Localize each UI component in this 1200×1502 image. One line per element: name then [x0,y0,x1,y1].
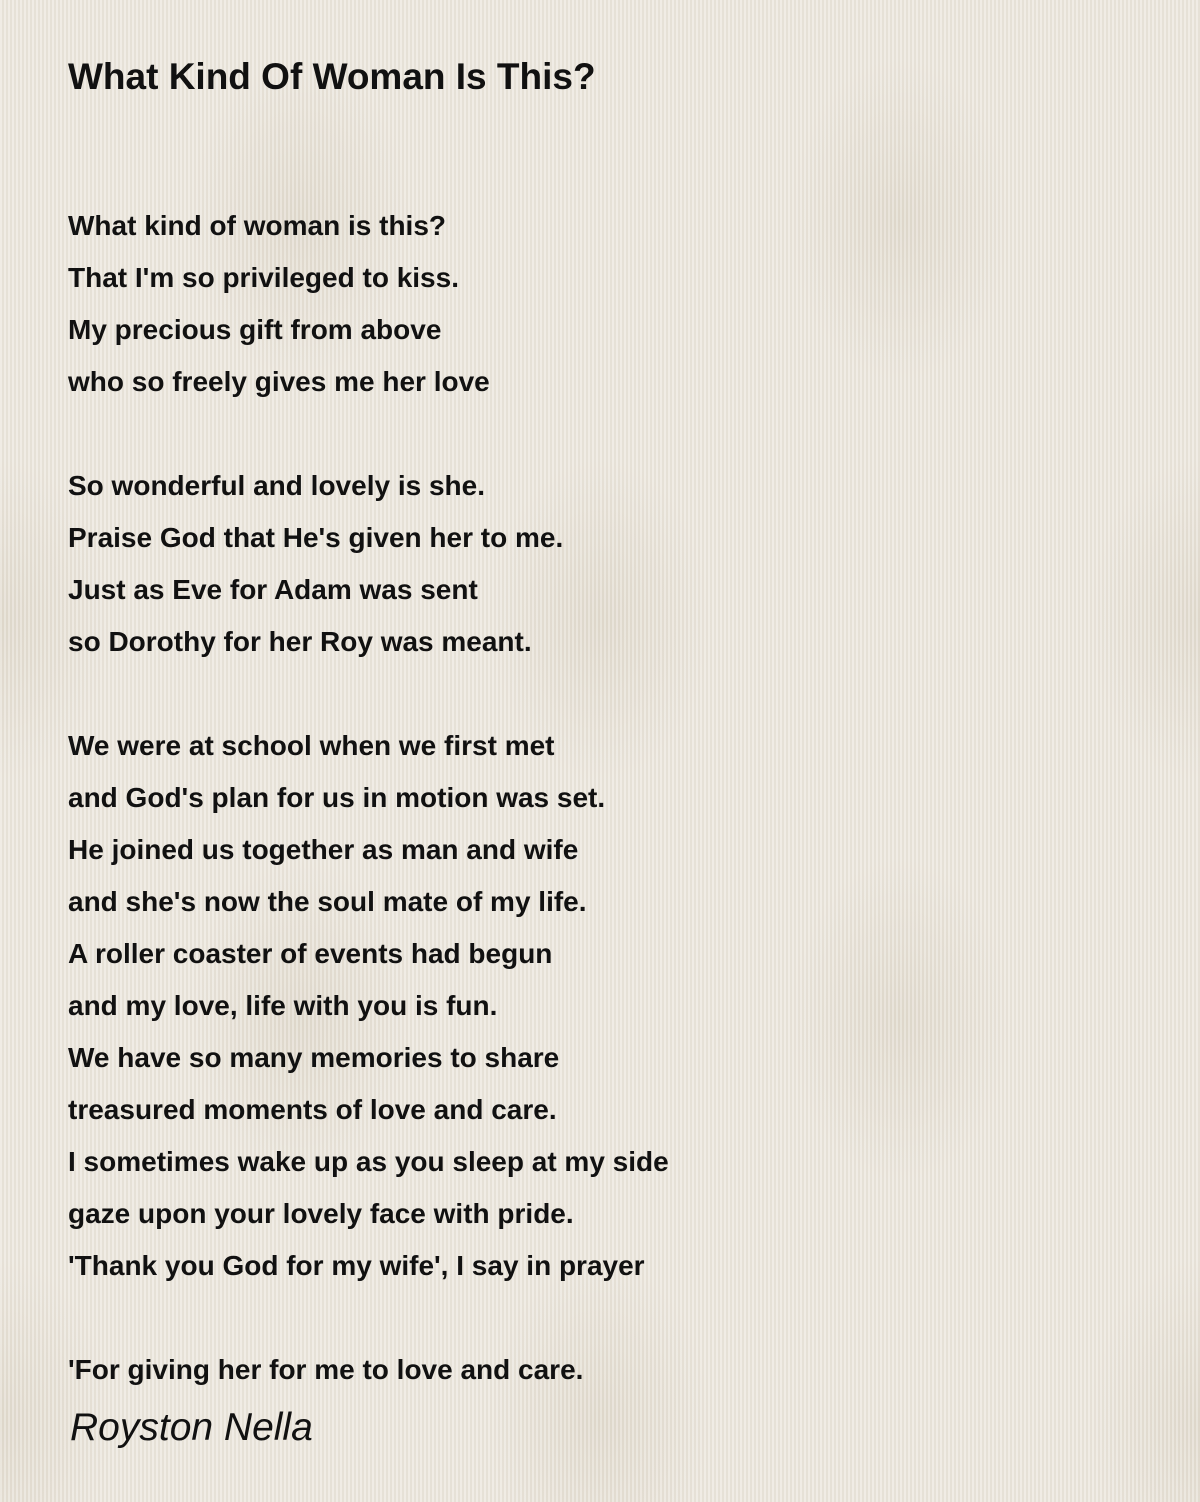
poem-line: 'Thank you God for my wife', I say in prayer [68,1250,645,1281]
poem-title: What Kind Of Woman Is This? [68,56,596,97]
poem-line: My precious gift from above [68,314,442,345]
poem-line: and God's plan for us in motion was set. [68,782,606,813]
poem-line: We were at school when we first met [68,730,555,761]
stanza-1 [68,200,1148,408]
poem-line: so Dorothy for her Roy was meant. [68,626,532,657]
poem-line: Just as Eve for Adam was sent [68,574,478,605]
stanza-3 [68,720,1148,1292]
poem-line: He joined us together as man and wife [68,834,579,865]
stanza-4 [68,1344,1148,1396]
poem-line: and my love, life with you is fun. [68,990,498,1021]
poem-line: That I'm so privileged to kiss. [68,262,459,293]
poem-line: So wonderful and lovely is she. [68,470,485,501]
poem-line: I sometimes wake up as you sleep at my side [68,1146,669,1177]
poem-line: 'For giving her for me to love and care. [68,1354,584,1385]
poem-line: gaze upon your lovely face with pride. [68,1198,574,1229]
poem-line: A roller coaster of events had begun [68,938,553,969]
poem-line: Praise God that He's given her to me. [68,522,564,553]
poem-line: and she's now the soul mate of my life. [68,886,587,917]
poem-body [68,200,1148,1396]
stanza-2 [68,460,1148,668]
author-name: Royston Nella [70,1406,313,1449]
poem-line: What kind of woman is this? [68,210,446,241]
poem-page [68,50,1148,1396]
poem-line: who so freely gives me her love [68,366,490,397]
poem-line: treasured moments of love and care. [68,1094,557,1125]
poem-line: We have so many memories to share [68,1042,560,1073]
